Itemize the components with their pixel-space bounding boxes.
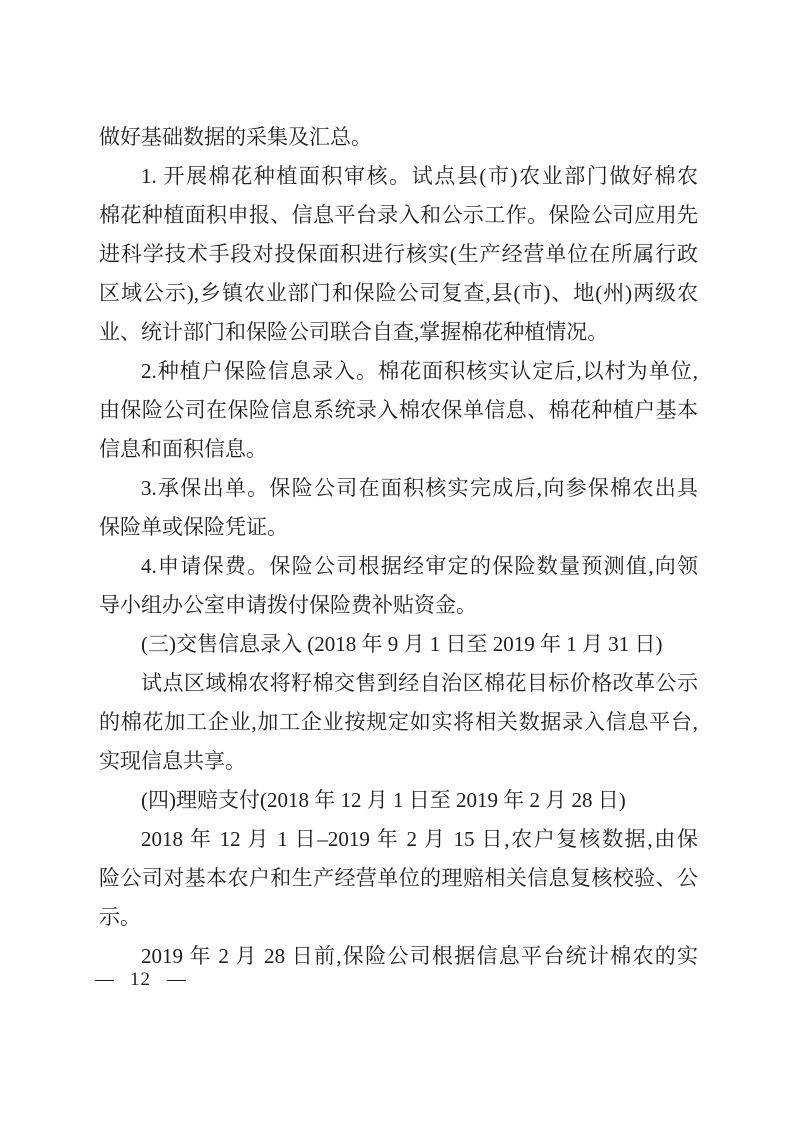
- text-line: 试点区域棉农将籽棉交售到经自治区棉花目标价格改革公示: [141, 671, 698, 695]
- text-line: 实现信息共享。: [99, 749, 246, 773]
- text-line: 险公司对基本农户和生产经营单位的理赔相关信息复核校验、公: [99, 866, 698, 890]
- text-line: 1. 开展棉花种植面积审核。试点县(市)农业部门做好棉农: [141, 164, 698, 188]
- text-line: 进科学技术手段对投保面积进行核实(生产经营单位在所属行政: [99, 242, 698, 266]
- footer-left-dash: —: [95, 969, 114, 990]
- section-heading-line: (三)交售信息录入 (2018 年 9 月 1 日至 2019 年 1 月 31 日): [141, 632, 663, 656]
- text-line: 由保险公司在保险信息系统录入棉农保单信息、棉花种植户基本: [99, 398, 698, 422]
- text-line: 示。: [99, 905, 141, 929]
- text-line: 导小组办公室申请拨付保险费补贴资金。: [99, 593, 477, 617]
- text-line: 信息和面积信息。: [99, 437, 267, 461]
- footer-page-number: 12: [130, 969, 151, 990]
- page-footer: [95, 969, 186, 991]
- text-line: 2.种植户保险信息录入。棉花面积核实认定后,以村为单位,: [141, 359, 698, 383]
- text-line: 区域公示),乡镇农业部门和保险公司复查,县(市)、地(州)两级农: [99, 281, 698, 305]
- text-line: 4.申请保费。保险公司根据经审定的保险数量预测值,向领: [141, 554, 698, 578]
- text-line: 2018 年 12 月 1 日–2019 年 2 月 15 日,农户复核数据,由保: [141, 827, 698, 851]
- text-line: 棉花种植面积申报、信息平台录入和公示工作。保险公司应用先: [99, 203, 698, 227]
- text-line: 3.承保出单。保险公司在面积核实完成后,向参保棉农出具: [141, 476, 698, 500]
- text-line: 做好基础数据的采集及汇总。: [99, 125, 372, 149]
- footer-right-dash: —: [167, 969, 186, 990]
- document-body: [99, 118, 698, 976]
- text-line: 2019 年 2 月 28 日前,保险公司根据信息平台统计棉农的实: [141, 944, 698, 968]
- text-line: 的棉花加工企业,加工企业按规定如实将相关数据录入信息平台,: [99, 710, 698, 734]
- text-line: 保险单或保险凭证。: [99, 515, 288, 539]
- text-line: 业、统计部门和保险公司联合自查,掌握棉花种植情况。: [99, 320, 609, 344]
- section-heading-line: (四)理赔支付(2018 年 12 月 1 日至 2019 年 2 月 28 日): [141, 788, 626, 812]
